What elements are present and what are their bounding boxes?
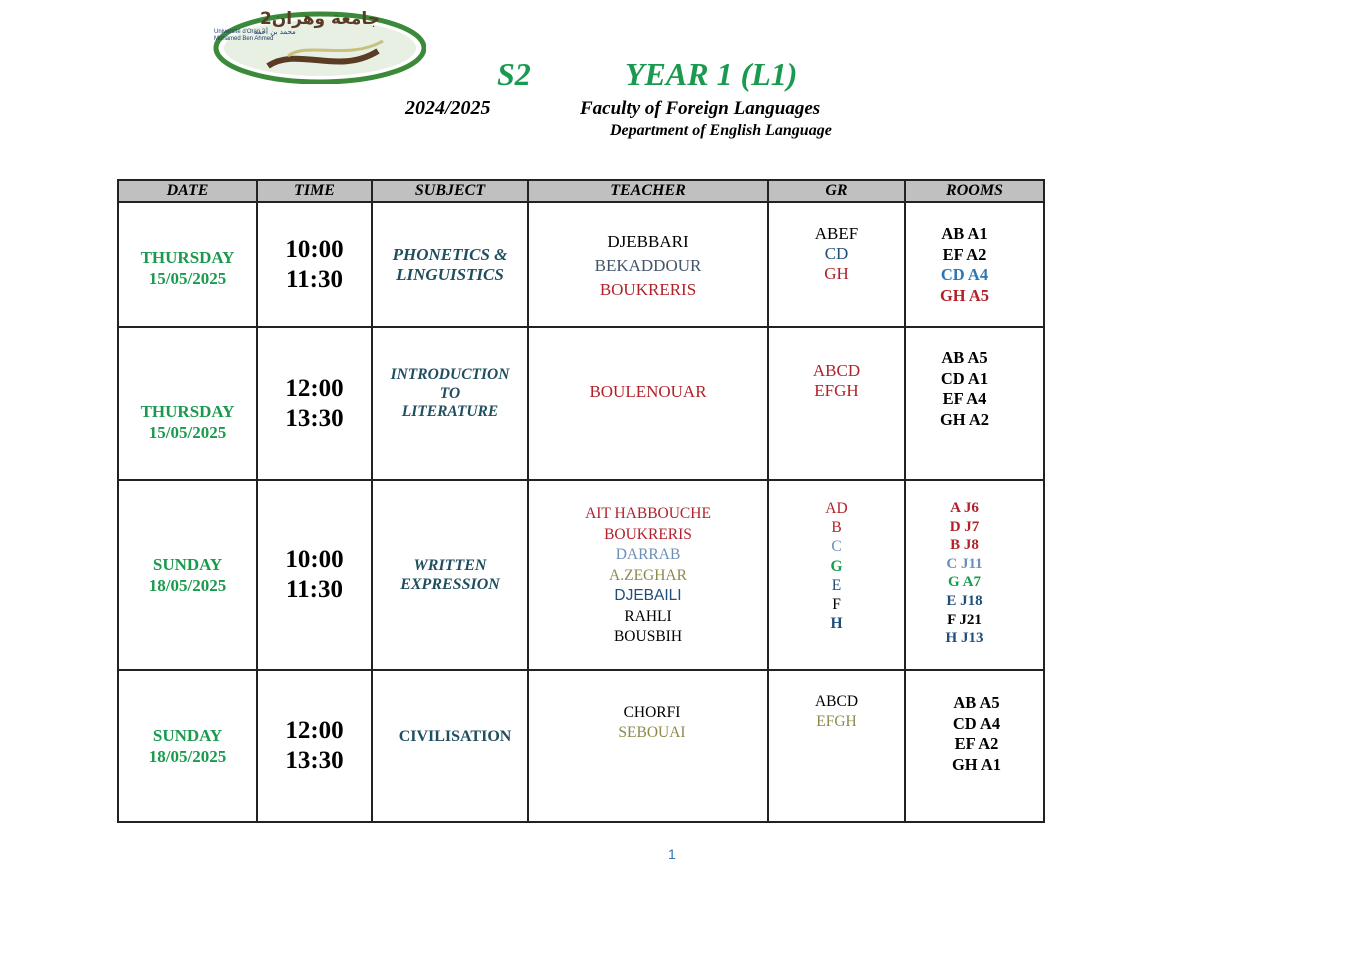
group-label: ABCD	[812, 361, 861, 380]
header-rooms: ROOMS	[905, 180, 1044, 202]
svg-text:Mohamed Ben Ahmed: Mohamed Ben Ahmed	[214, 36, 274, 42]
subject-line: CIVILISATION	[398, 728, 512, 745]
room-assignment: E J18	[946, 592, 983, 609]
room-assignment: B J8	[950, 537, 979, 554]
date-value: 18/05/2025	[148, 576, 227, 595]
university-logo	[208, 6, 426, 84]
teacher-name: BOUSBIH	[613, 628, 683, 645]
subject-line: WRITTEN	[413, 557, 487, 574]
subject-cell	[372, 327, 528, 480]
group-label: AD	[825, 500, 848, 517]
exam-schedule-table	[117, 179, 1045, 823]
semester-title: S2	[497, 56, 531, 92]
department-name: Department of English Language	[610, 122, 832, 139]
date-cell	[118, 202, 257, 327]
table-row	[118, 670, 1044, 822]
group-label: H	[830, 615, 843, 633]
group-label: ABCD	[814, 693, 859, 710]
rooms-cell	[905, 202, 1044, 327]
room-assignment: CD A1	[940, 368, 989, 388]
room-assignment: GH A1	[951, 754, 1002, 774]
room-assignment: H J13	[945, 630, 984, 647]
rooms-cell	[905, 327, 1044, 480]
header-group: GR	[768, 180, 905, 202]
group-label: ABEF	[814, 224, 859, 243]
table-row	[118, 202, 1044, 327]
room-assignment: AB A1	[941, 224, 988, 243]
date-value: 15/05/2025	[148, 268, 227, 288]
subject-line: EXPRESSION	[400, 576, 500, 593]
room-assignment: GH A2	[939, 409, 990, 429]
teacher-name: AIT HABBOUCHE	[585, 505, 711, 522]
teacher-name: CHORFI	[623, 704, 681, 721]
teacher-name: DJEBBARI	[607, 231, 689, 251]
time-end: 11:30	[286, 576, 343, 603]
rooms-cell	[905, 670, 1044, 822]
subject-cell	[372, 670, 528, 822]
group-cell	[768, 327, 905, 480]
time-start: 12:00	[285, 717, 344, 744]
page-number: 1	[668, 846, 676, 862]
group-cell	[768, 670, 905, 822]
teacher-name: BOULENOUAR	[589, 382, 707, 401]
teacher-cell	[528, 480, 768, 670]
date-value: 18/05/2025	[148, 747, 227, 766]
table-row	[118, 480, 1044, 670]
academic-year: 2024/2025	[405, 97, 491, 119]
header-subject: SUBJECT	[372, 180, 528, 202]
time-end: 13:30	[285, 747, 344, 774]
group-cell	[768, 202, 905, 327]
year-title: YEAR 1 (L1)	[625, 56, 798, 92]
group-label: F	[832, 596, 841, 614]
date-cell	[118, 480, 257, 670]
room-assignment: AB A5	[953, 693, 1000, 712]
room-assignment: AB A5	[941, 348, 988, 367]
time-cell	[257, 202, 372, 327]
svg-text:محمد بن أحمد: محمد بن أحمد	[254, 28, 296, 36]
group-label: B	[831, 519, 842, 537]
room-assignment: EF A2	[942, 244, 987, 264]
teacher-cell	[528, 202, 768, 327]
room-assignment: G A7	[948, 574, 981, 591]
room-assignment: CD A4	[940, 265, 989, 284]
header-date: DATE	[118, 180, 257, 202]
day-name: SUNDAY	[152, 555, 223, 574]
date-cell	[118, 670, 257, 822]
subject-line: LITERATURE	[401, 403, 499, 420]
rooms-cell	[905, 480, 1044, 670]
subject-line: INTRODUCTION	[390, 366, 510, 383]
group-cell	[768, 480, 905, 670]
subject-cell	[372, 480, 528, 670]
time-end: 13:30	[285, 404, 344, 432]
teacher-name: DJEBAILI	[614, 587, 682, 604]
subject-line: TO	[439, 384, 461, 402]
teacher-cell	[528, 670, 768, 822]
subject-line: PHONETICS &	[392, 244, 508, 264]
teacher-cell	[528, 327, 768, 480]
day-name: THURSDAY	[140, 401, 235, 421]
time-start: 10:00	[285, 235, 344, 263]
group-label: CD	[824, 244, 849, 263]
subject-cell	[372, 202, 528, 327]
group-label: EFGH	[814, 381, 859, 400]
time-cell	[257, 670, 372, 822]
room-assignment: A J6	[950, 500, 979, 516]
time-cell	[257, 480, 372, 670]
date-cell	[118, 327, 257, 480]
svg-text:جامعة وهران2: جامعة وهران2	[259, 9, 381, 29]
time-end: 11:30	[286, 265, 343, 293]
group-label: G	[830, 557, 843, 575]
table-header-row	[118, 180, 1044, 202]
group-label: E	[831, 576, 842, 594]
room-assignment: EF A4	[942, 389, 987, 408]
group-label: GH	[824, 264, 849, 283]
teacher-name: A.ZEGHAR	[609, 566, 687, 584]
room-assignment: D J7	[949, 518, 980, 535]
group-label: EFGH	[816, 713, 857, 730]
group-label: C	[831, 538, 842, 556]
svg-text:Université d'Oran 2: Université d'Oran 2	[214, 29, 266, 35]
room-assignment: CD A4	[952, 713, 1001, 733]
teacher-name: RAHLI	[624, 607, 672, 625]
room-assignment: F J21	[947, 611, 982, 628]
time-cell	[257, 327, 372, 480]
room-assignment: GH A5	[939, 285, 990, 305]
teacher-name: BOUKRERIS	[599, 279, 697, 299]
room-assignment: C J11	[946, 555, 983, 572]
faculty-name: Faculty of Foreign Languages	[580, 98, 821, 119]
header-time: TIME	[257, 180, 372, 202]
teacher-name: SEBOUAI	[618, 724, 686, 741]
room-assignment: EF A2	[954, 734, 999, 753]
teacher-name: BOUKRERIS	[604, 525, 692, 543]
header-teacher: TEACHER	[528, 180, 768, 202]
time-start: 12:00	[285, 374, 344, 402]
date-value: 15/05/2025	[148, 422, 227, 442]
subject-line: LINGUISTICS	[396, 264, 504, 284]
day-name: THURSDAY	[140, 247, 235, 267]
teacher-name: BEKADDOUR	[594, 255, 702, 275]
time-start: 10:00	[285, 546, 344, 573]
day-name: SUNDAY	[152, 726, 223, 745]
teacher-name: DARRAB	[615, 546, 681, 563]
table-row	[118, 327, 1044, 480]
